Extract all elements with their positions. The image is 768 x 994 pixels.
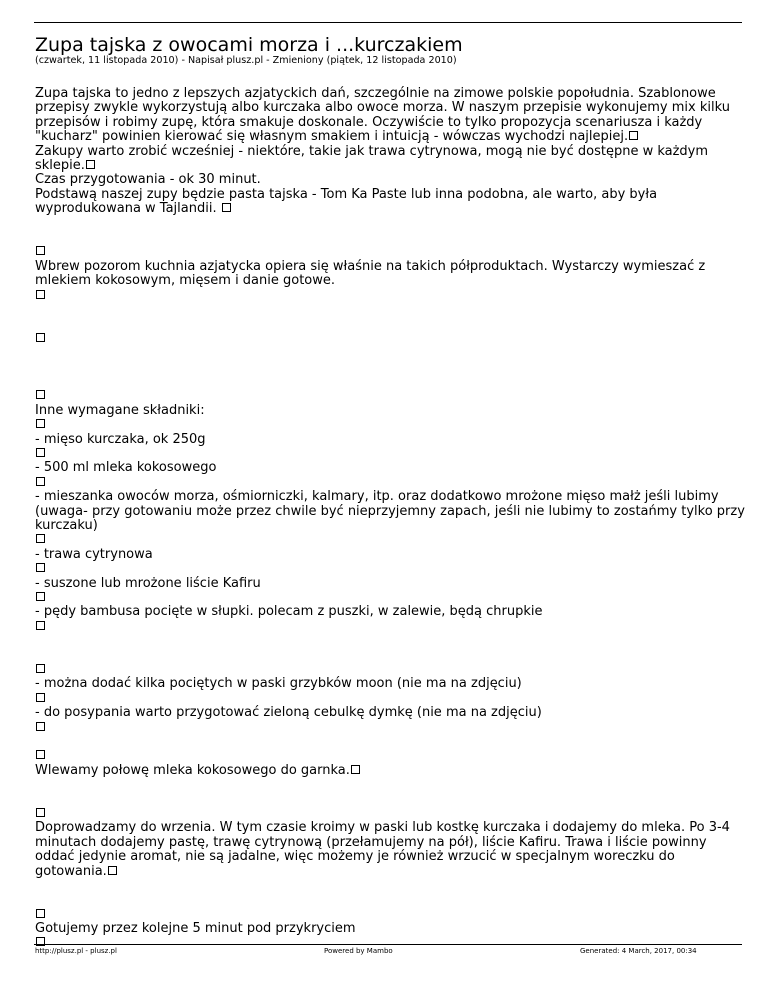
footer-generated-date: Generated: 4 March, 2017, 00:34 <box>580 947 697 955</box>
list-item: - do posypania warto przygotować zieloną cebulkę dymkę (nie ma na zdjęciu) <box>35 705 542 721</box>
list-item: - 500 ml mleka kokosowego <box>35 460 217 476</box>
missing-glyph-icon <box>36 333 45 342</box>
missing-glyph-icon <box>36 909 45 918</box>
missing-glyph-icon <box>629 131 638 140</box>
missing-glyph-icon <box>222 203 231 212</box>
paragraph-text: Zakupy warto zrobić wcześniej - niektóre, takie jak trawa cytrynowa, mogą nie być dostępne w każdym sklepie. <box>35 143 709 174</box>
paragraph-text: Doprowadzamy do wrzenia. W tym czasie kroimy w paski lub kostkę kurczaka i dodajemy do mleka. Po 3-4 minutach dodajemy pastę, trawę cytrynową (przełamujemy na pół), liście Kafiru. Trawa i liście powinny oddać jedynie aromat, nie są jadalne, więc możemy je również wrzucić w specjalnym woreczku do gotowania. <box>35 820 730 879</box>
missing-glyph-icon <box>36 937 45 946</box>
missing-glyph-icon <box>36 750 45 759</box>
list-item: - trawa cytrynowa <box>35 546 153 562</box>
paragraph <box>35 188 745 217</box>
missing-glyph-icon <box>86 160 95 169</box>
missing-glyph-icon <box>36 419 45 428</box>
missing-glyph-icon <box>36 621 45 630</box>
list-heading: Inne wymagane składniki: <box>35 402 205 418</box>
list-item: - suszone lub mrożone liście Kafiru <box>35 575 261 591</box>
paragraph-text: Zupa tajska to jedno z lepszych azjatyckich dań, szczególnie na zimowe polskie popołudnia. Szablonowe przepisy zwykle wykorzystują albo kurczaka albo owoce morza. W naszym przepisie wykonujemy mix kilku przepisów i robimy zupę, która smakuje doskonale. Oczywiście to tylko propozycja scenariusza i każdy "kucharz" powinien kierować się własnym smakiem i intuicją - wówczas wychodzi najlepiej. <box>35 86 730 145</box>
missing-glyph-icon <box>36 448 45 457</box>
paragraph: Czas przygotowania - ok 30 minut. <box>35 172 261 188</box>
missing-glyph-icon <box>36 477 45 486</box>
missing-glyph-icon <box>36 722 45 731</box>
missing-glyph-icon <box>36 664 45 673</box>
missing-glyph-icon <box>36 693 45 702</box>
paragraph <box>35 821 745 879</box>
article-body <box>35 87 745 951</box>
missing-glyph-icon <box>351 765 360 774</box>
paragraph <box>35 87 745 145</box>
missing-glyph-icon <box>36 808 45 817</box>
paragraph <box>35 764 745 778</box>
header-rule <box>34 22 742 23</box>
missing-glyph-icon <box>36 246 45 255</box>
missing-glyph-icon <box>36 563 45 572</box>
list-item: - mieszanka owoców morza, ośmiorniczki, kalmary, itp. oraz dodatkowo mrożone mięso małż jeśli lubimy (uwaga- przy gotowaniu może przez chwile być nieprzyjemny zapach, jeśli nie lubimy to zostańmy tylko przy kurczaku) <box>35 489 745 533</box>
paragraph-text: Wlewamy połowę mleka kokosowego do garnka. <box>35 762 350 778</box>
paragraph-text: Podstawą naszej zupy będzie pasta tajska - Tom Ka Paste lub inna podobna, ale warto, aby była wyprodukowana w Tajlandii. <box>35 186 658 217</box>
footer-powered-by: Powered by Mambo <box>324 947 393 955</box>
missing-glyph-icon <box>36 390 45 399</box>
missing-glyph-icon <box>108 866 117 875</box>
missing-glyph-icon <box>36 290 45 299</box>
list-item: - pędy bambusa pocięte w słupki. polecam z puszki, w zalewie, będą chrupkie <box>35 604 543 620</box>
missing-glyph-icon <box>36 534 45 543</box>
paragraph: Wbrew pozorom kuchnia azjatycka opiera się właśnie na takich półproduktach. Wystarczy wymieszać z mlekiem kokosowym, mięsem i danie gotowe. <box>35 258 706 289</box>
paragraph <box>35 145 745 174</box>
missing-glyph-icon <box>36 592 45 601</box>
article-meta: (czwartek, 11 listopada 2010) - Napisał plusz.pl - Zmieniony (piątek, 12 listopada 2010) <box>35 55 457 66</box>
paragraph: Gotujemy przez kolejne 5 minut pod przykryciem <box>35 921 356 937</box>
list-item: - mięso kurczaka, ok 250g <box>35 431 206 447</box>
list-item: - można dodać kilka pociętych w paski grzybków moon (nie ma na zdjęciu) <box>35 676 522 692</box>
footer-rule <box>34 944 742 945</box>
article-title: Zupa tajska z owocami morza i ...kurczakiem <box>35 34 463 56</box>
footer-site-link[interactable]: http://plusz.pl - plusz.pl <box>35 947 117 955</box>
